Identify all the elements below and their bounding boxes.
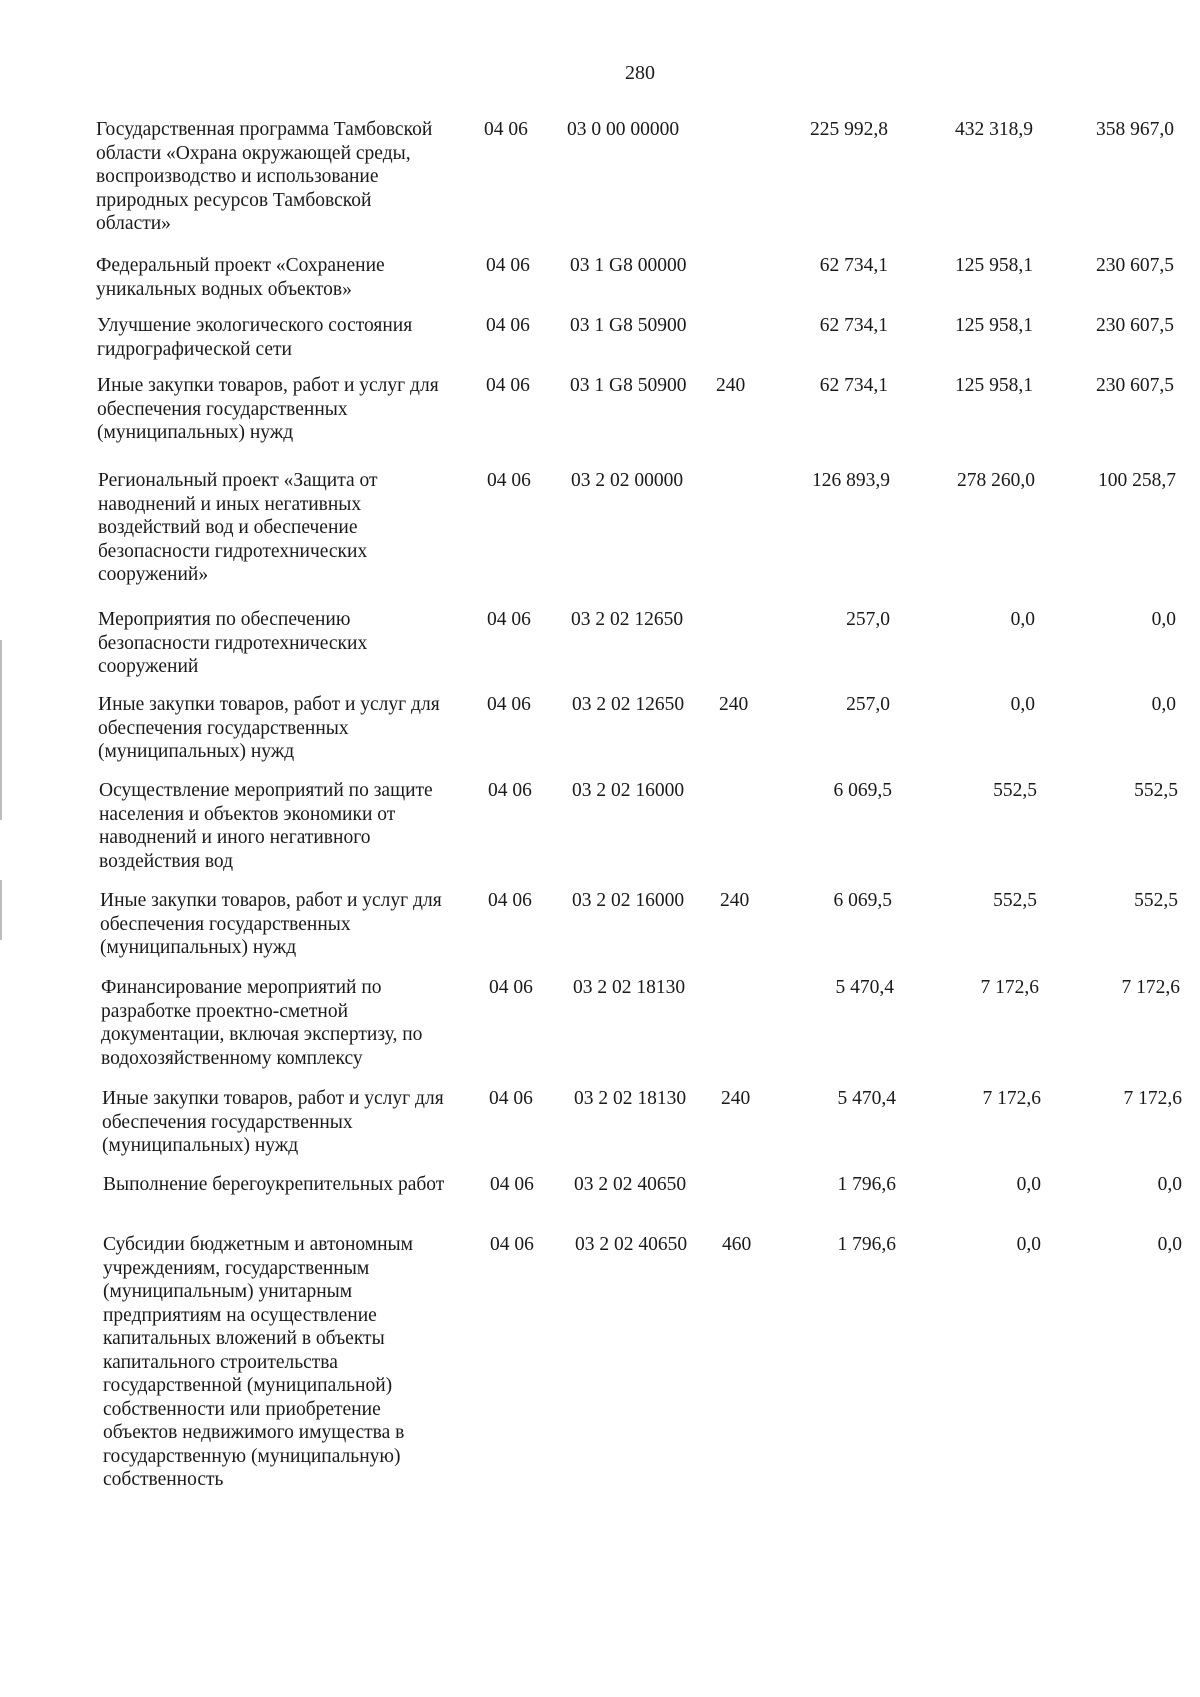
row-expense-type: 240 — [720, 890, 750, 911]
row-name: Государственная программа Тамбовской области «Охрана окружающей среды, воспроизводство и использование природных ресурсов Тамбовской области» — [96, 119, 433, 234]
row-code: 03 2 02 18130 — [573, 977, 686, 998]
row-value-1: 6 069,5 — [833, 780, 892, 801]
row-value-1: 257,0 — [846, 694, 890, 715]
row-value-2: 7 172,6 — [980, 977, 1039, 998]
page-number: 280 — [625, 62, 655, 84]
row-value-3: 0,0 — [1151, 609, 1176, 630]
row-section: 04 06 — [490, 1174, 534, 1195]
row-value-2: 125 958,1 — [955, 375, 1033, 396]
row-code: 03 2 02 16000 — [572, 890, 685, 911]
row-name: Мероприятия по обеспечению безопасности гидротехнических сооружений — [98, 609, 368, 677]
row-code: 03 2 02 18130 — [574, 1088, 687, 1109]
row-value-2: 7 172,6 — [982, 1088, 1041, 1109]
row-code: 03 2 02 16000 — [572, 780, 685, 801]
row-section: 04 06 — [487, 694, 531, 715]
row-section: 04 06 — [487, 470, 531, 491]
row-value-2: 552,5 — [993, 890, 1037, 911]
row-value-2: 432 318,9 — [955, 119, 1033, 140]
row-value-3: 552,5 — [1134, 780, 1178, 801]
row-value-2: 552,5 — [993, 780, 1037, 801]
row-section: 04 06 — [486, 315, 530, 336]
row-value-3: 230 607,5 — [1096, 375, 1174, 396]
row-value-1: 62 734,1 — [819, 255, 888, 276]
row-expense-type: 460 — [722, 1234, 752, 1255]
row-value-3: 100 258,7 — [1098, 470, 1176, 491]
row-value-3: 0,0 — [1157, 1174, 1182, 1195]
row-code: 03 2 02 40650 — [574, 1174, 687, 1195]
row-name: Субсидии бюджетным и автономным учреждениям, государственным (муниципальным) унитарным предприятиям на осуществление капитальных вложений в объекты капитального строительства государственной (муниципальной) собственности или приобретение объектов недвижимого имущества в государственную (муниципальную) собственность — [103, 1234, 413, 1490]
row-value-2: 0,0 — [1010, 609, 1035, 630]
row-code: 03 1 G8 50900 — [570, 315, 687, 336]
row-code: 03 0 00 00000 — [567, 119, 680, 140]
row-value-1: 6 069,5 — [833, 890, 892, 911]
row-value-3: 230 607,5 — [1096, 255, 1174, 276]
row-expense-type: 240 — [721, 1088, 751, 1109]
row-expense-type: 240 — [719, 694, 749, 715]
row-section: 04 06 — [486, 255, 530, 276]
row-section: 04 06 — [484, 119, 528, 140]
row-name: Иные закупки товаров, работ и услуг для обеспечения государственных (муниципальных) нужд — [98, 694, 440, 762]
row-name: Улучшение экологического состояния гидрографической сети — [97, 315, 413, 360]
row-name: Иные закупки товаров, работ и услуг для обеспечения государственных (муниципальных) нужд — [100, 890, 442, 958]
row-value-2: 0,0 — [1016, 1234, 1041, 1255]
row-value-2: 125 958,1 — [955, 315, 1033, 336]
row-section: 04 06 — [489, 1088, 533, 1109]
row-name: Выполнение берегоукрепительных работ — [103, 1174, 445, 1195]
row-value-3: 230 607,5 — [1096, 315, 1174, 336]
row-name: Осуществление мероприятий по защите населения и объектов экономики от наводнений и иного негативного воздействия вод — [99, 780, 433, 872]
row-value-2: 278 260,0 — [957, 470, 1035, 491]
row-value-1: 1 796,6 — [837, 1234, 896, 1255]
row-name: Иные закупки товаров, работ и услуг для обеспечения государственных (муниципальных) нужд — [102, 1088, 444, 1156]
scan-edge-mark — [0, 880, 2, 940]
scan-edge-mark — [0, 640, 2, 820]
row-code: 03 2 02 12650 — [572, 694, 685, 715]
row-value-1: 225 992,8 — [810, 119, 888, 140]
row-section: 04 06 — [490, 1234, 534, 1255]
row-value-1: 5 470,4 — [835, 977, 894, 998]
row-name: Региональный проект «Защита от наводнений и иных негативных воздействий вод и обеспечение безопасности гидротехнических сооружений» — [98, 470, 378, 585]
row-expense-type: 240 — [716, 375, 746, 396]
row-code: 03 2 02 12650 — [571, 609, 684, 630]
row-name: Финансирование мероприятий по разработке проектно-сметной документации, включая экспертизу, по водохозяйственному комплексу — [101, 977, 423, 1069]
row-section: 04 06 — [488, 890, 532, 911]
row-value-3: 552,5 — [1134, 890, 1178, 911]
row-name: Иные закупки товаров, работ и услуг для обеспечения государственных (муниципальных) нужд — [97, 375, 439, 443]
row-value-2: 125 958,1 — [955, 255, 1033, 276]
row-value-3: 0,0 — [1151, 694, 1176, 715]
row-value-3: 0,0 — [1157, 1234, 1182, 1255]
row-code: 03 1 G8 50900 — [570, 375, 687, 396]
row-value-3: 7 172,6 — [1123, 1088, 1182, 1109]
row-code: 03 2 02 00000 — [571, 470, 684, 491]
row-name: Федеральный проект «Сохранение уникальных водных объектов» — [96, 255, 385, 300]
row-value-1: 5 470,4 — [837, 1088, 896, 1109]
row-code: 03 2 02 40650 — [575, 1234, 688, 1255]
row-section: 04 06 — [487, 609, 531, 630]
row-value-2: 0,0 — [1010, 694, 1035, 715]
row-value-1: 126 893,9 — [812, 470, 890, 491]
row-code: 03 1 G8 00000 — [570, 255, 687, 276]
row-value-2: 0,0 — [1016, 1174, 1041, 1195]
row-value-1: 257,0 — [846, 609, 890, 630]
row-section: 04 06 — [489, 977, 533, 998]
row-value-1: 1 796,6 — [837, 1174, 896, 1195]
row-section: 04 06 — [486, 375, 530, 396]
row-value-3: 358 967,0 — [1096, 119, 1174, 140]
row-value-1: 62 734,1 — [819, 375, 888, 396]
row-value-3: 7 172,6 — [1121, 977, 1180, 998]
row-value-1: 62 734,1 — [819, 315, 888, 336]
row-section: 04 06 — [488, 780, 532, 801]
